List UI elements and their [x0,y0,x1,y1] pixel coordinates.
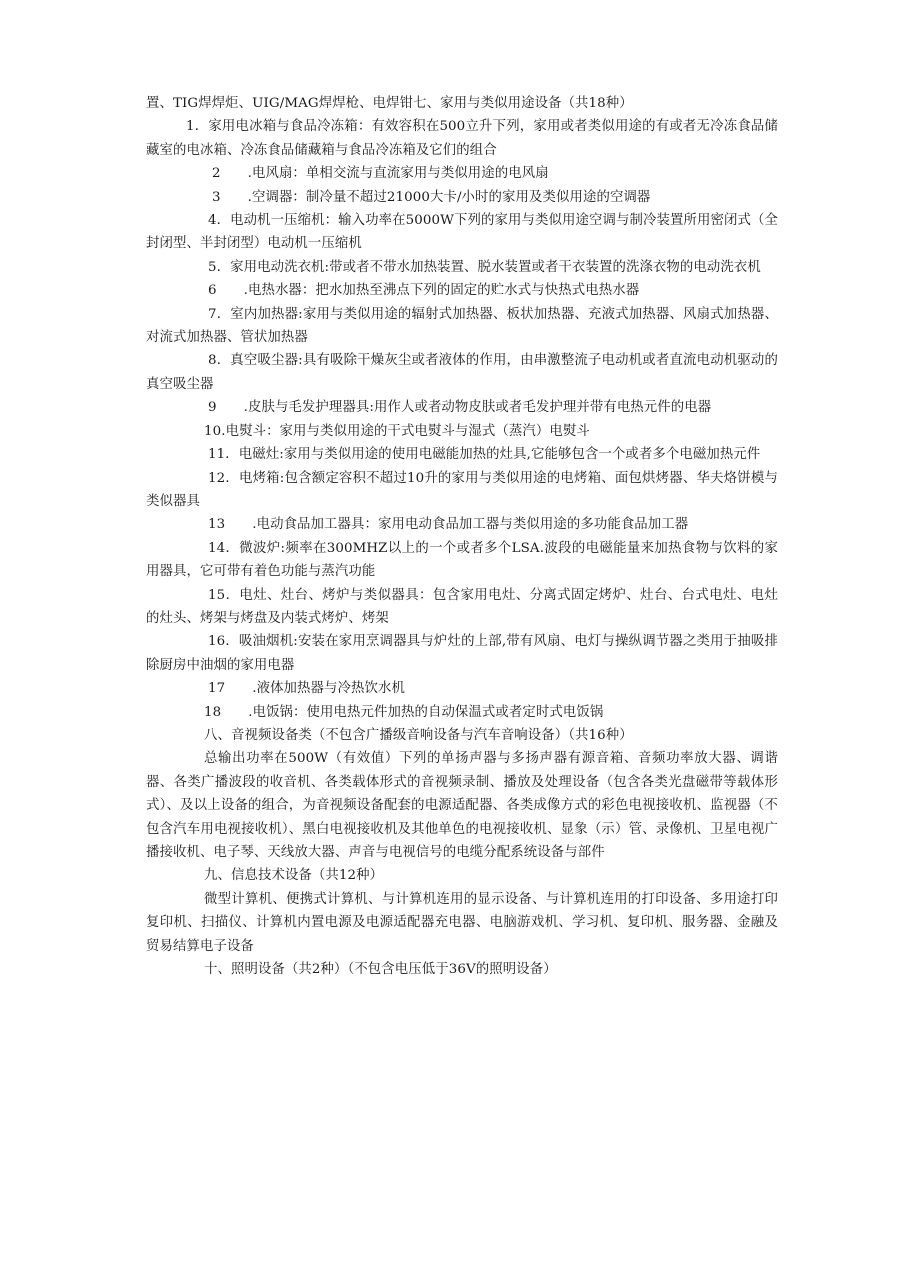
section-10-heading: 十、照明设备（共2种）（不包含电压低于36V的照明设备） [204,962,557,978]
section-8-body: 总输出功率在500W（有效值）下列的单扬声器与多扬声器有源音箱、音频功率放大器、调谐器、各类广播波段的收音机、各类载体形式的音视频录制、播放及处理设备（包含各类光盘磁带等载体形式）、及以上设备的组合，为音视频设备配套的电源适配器、各类成像方式的彩色电视接收机、监视器（不包含汽车用电视接收机）、黑白电视接收机及其他单色的电视接收机、显象（示）管、录像机、卫星电视广播接收机、电子琴、天线放大器、声音与电视信号的电缆分配系统设备与部件 [146,751,778,860]
item-5-washing-machine: 5．家用电动洗衣机:带或者不带水加热装置、脱水装置或者干衣装置的洗涤衣物的电动洗衣机 [208,259,761,275]
item-8-vacuum-cleaner: 8．真空吸尘器:具有吸除干燥灰尘或者液体的作用，由串激整流子电动机或者直流电动机驱动的真空吸尘器 [146,353,778,392]
item-2-fan: 2 .电风扇：单相交流与直流家用与类似用途的电风扇 [212,166,549,182]
section-9-heading: 九、信息技术设备（共12种） [204,868,384,884]
item-16-range-hood: 16．吸油烟机:安装在家用烹调器具与炉灶的上部,带有风扇、电灯与操纵调节器之类用于抽吸排除厨房中油烟的家用电器 [146,634,778,673]
item-13-food-processor: 13 .电动食品加工器具：家用电动食品加工器与类似用途的多功能食品加工器 [208,517,689,533]
item-6-water-heater: 6 .电热水器：把水加热至沸点下列的固定的贮水式与快热式电热水器 [208,283,640,299]
item-17-liquid-heater: 17 .液体加热器与冷热饮水机 [208,681,405,697]
item-1-refrigerator: 1．家用电冰箱与食品冷冻箱：有效容积在500立升下列，家用或者类似用途的有或者无冷冻食品储藏室的电冰箱、冷冻食品储藏箱与食品冷冻箱及它们的组合 [146,119,778,158]
item-7-room-heater: 7．室内加热器:家用与类似用途的辐射式加热器、板状加热器、充液式加热器、风扇式加热器、对流式加热器、管状加热器 [146,306,778,346]
item-12-oven: 12．电烤箱:包含额定容积不超过10升的家用与类似用途的电烤箱、面包烘烤器、华夫烙饼模与类似器具 [146,470,778,509]
item-4-compressor: 4．电动机一压缩机：输入功率在5000W下列的家用与类似用途空调与制冷装置所用密闭式（全封闭型、半封闭型）电动机一压缩机 [146,213,778,252]
item-11-induction-cooker: 11．电磁灶:家用与类似用途的使用电磁能加热的灶具,它能够包含一个或者多个电磁加热元件 [208,447,761,463]
item-15-stove: 15．电灶、灶台、烤炉与类似器具：包含家用电灶、分离式固定烤炉、灶台、台式电灶、电灶的灶头、烤架与烤盘及内装式烤炉、烤架 [146,587,778,626]
item-10-iron: 10.电熨斗：家用与类似用途的干式电熨斗与湿式（蒸汽）电熨斗 [204,423,590,439]
section-8-heading: 八、音视频设备类（不包含广播级音响设备与汽车音响设备）（共16种） [204,727,633,743]
item-18-rice-cooker: 18 .电饭锅：使用电热元件加热的自动保温式或者定时式电饭锅 [204,704,604,720]
section-9-body: 微型计算机、便携式计算机、与计算机连用的显示设备、与计算机连用的打印设备、多用途打印复印机、扫描仪、计算机内置电源及电源适配器充电器、电脑游戏机、学习机、复印机、服务器、金融及贸易结算电子设备 [146,891,778,954]
item-14-microwave: 14．微波炉:频率在300MHZ以上的一个或者多个LSA.波段的电磁能量来加热食物与饮料的家用器具，它可带有着色功能与蒸汽功能 [146,540,778,580]
document-page [146,92,778,981]
paragraph-welding-tail: 置、TIG焊焊炬、UIG/MAG焊焊枪、电焊钳七、家用与类似用途设备（共18种） [146,96,633,111]
item-9-skin-hair-care: 9 .皮肤与毛发护理器具:用作人或者动物皮肤或者毛发护理并带有电热元件的电器 [208,400,712,416]
item-3-air-conditioner: 3 .空调器：制冷量不超过21000大卡/小时的家用及类似用途的空调器 [212,189,651,205]
